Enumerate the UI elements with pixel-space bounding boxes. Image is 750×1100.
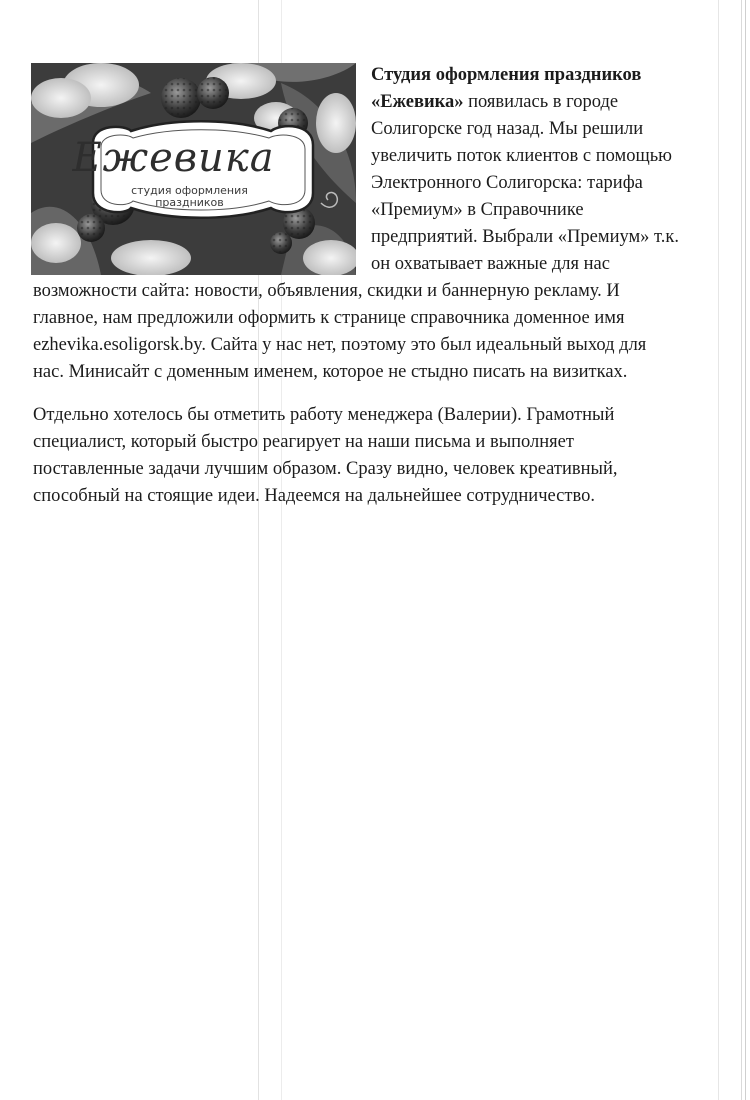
logo-subtitle-line2: праздников xyxy=(155,196,224,209)
body-line: главное, нам предложили оформить к странице справочника доменное имя xyxy=(33,308,625,328)
body-line: предприятий. Выбрали «Премиум» т.к. xyxy=(371,227,679,247)
body-line: Солигорске год назад. Мы решили xyxy=(371,119,644,139)
body-line: «Премиум» в Справочнике xyxy=(371,200,584,220)
body-line: специалист, который быстро реагирует на наши письма и выполняет xyxy=(33,432,574,452)
studio-name: «Ежевика» xyxy=(371,92,464,112)
heading-line-1: Студия оформления праздников xyxy=(371,65,642,85)
body-line: он охватывает важные для нас xyxy=(371,254,610,274)
body-line: увеличить поток клиентов с помощью xyxy=(371,146,672,166)
body-line: поставленные задачи лучшим образом. Сразу видно, человек креативный, xyxy=(33,459,618,479)
body-line: возможности сайта: новости, объявления, скидки и баннерную рекламу. И xyxy=(33,281,620,301)
logo-wordmark: Ежевика xyxy=(72,135,275,181)
studio-logo xyxy=(31,63,356,275)
body-line: Отдельно хотелось бы отметить работу менеджера (Валерии). Грамотный xyxy=(33,405,615,425)
body-line: ezhevika.esoligorsk.by. Сайта у нас нет, поэтому это был идеальный выход для xyxy=(33,335,647,355)
body-line: «Ежевика» появилась в городе xyxy=(371,92,619,112)
scan-streak xyxy=(745,0,746,1100)
logo-subtitle-line1: студия оформления xyxy=(131,184,248,197)
body-line: способный на стоящие идеи. Надеемся на дальнейшее сотрудничество. xyxy=(33,486,595,506)
body-line: Электронного Солигорска: тарифа xyxy=(371,173,643,193)
body-line: нас. Минисайт с доменным именем, которое не стыдно писать на визитках. xyxy=(33,362,628,382)
scan-streak xyxy=(741,0,742,1100)
scan-streak xyxy=(718,0,719,1100)
